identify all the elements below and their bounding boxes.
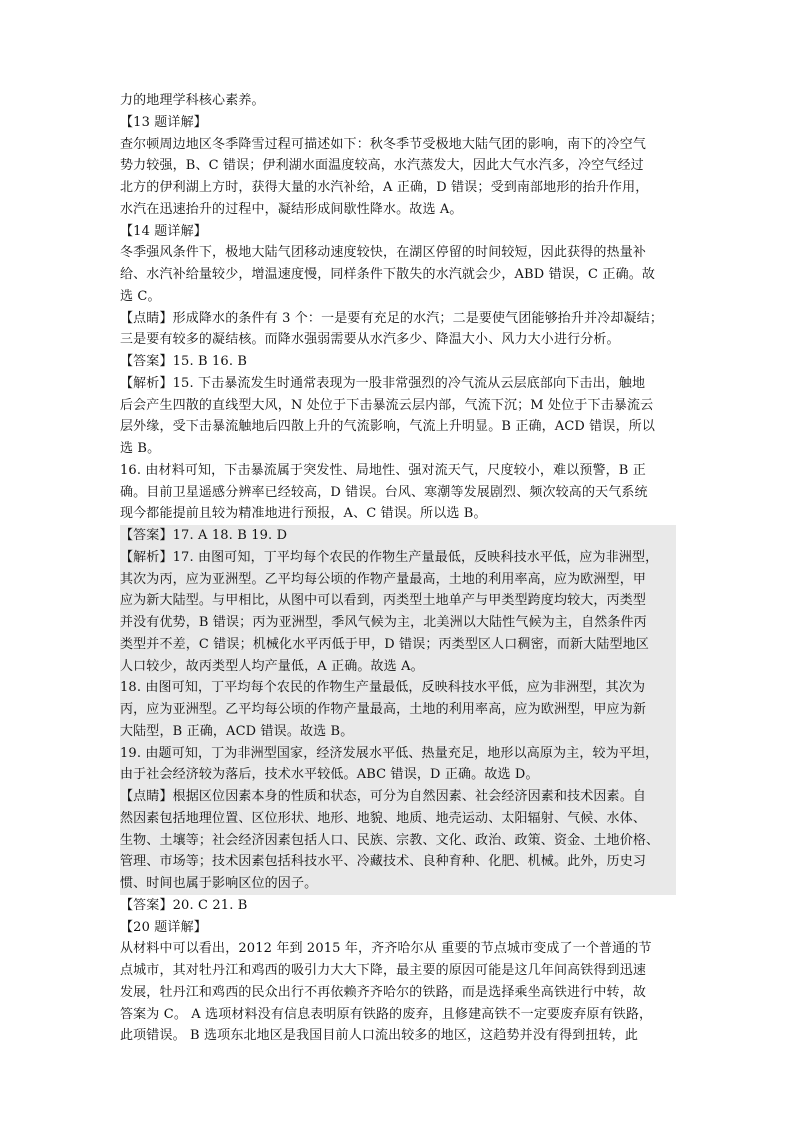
text-line: 从材料中可以看出，2012 年到 2015 年，齐齐哈尔从 重要的节点城市变成了一个普通的节 bbox=[120, 941, 652, 957]
text-line: 后会产生四散的直线型大风，N 处位于下击暴流云层内部，气流下沉；M 处位于下击暴流云 bbox=[120, 397, 654, 413]
text-line: 确。目前卫星遥感分辨率已经较高，D 错误。台风、寒潮等发展剧烈、频次较高的天气系统 bbox=[120, 484, 648, 500]
text-line: 惯、时间也属于影响区位的因子。 bbox=[120, 873, 676, 895]
text-line: 【解析】17. 由图可知，丁平均每个农民的作物生产量最低，反映科技水平低，应为非洲型， bbox=[120, 547, 676, 569]
text-line: 点城市，其对牡丹江和鸡西的吸引力大大下降，最主要的原因可能是这几年间高铁得到迅速 bbox=[120, 963, 647, 978]
text-line: 答案为 C。 A 选项材料没有信息表明原有铁路的废弃，且修建高铁不一定要废弃原有铁路， bbox=[120, 1006, 653, 1022]
text-line: 【13 题详解】 bbox=[120, 114, 207, 130]
text-line: 【答案】17. A 18. B 19. D bbox=[120, 525, 676, 547]
text-line: 现今都能提前且较为精准地进行预报，A、C 错误。所以选 B。 bbox=[120, 506, 487, 522]
text-line: 管理、市场等；技术因素包括科技水平、冷藏技术、良种育种、化肥、机械。此外，历史习 bbox=[120, 851, 676, 873]
text-line: 给、水汽补给量较少，增温速度慢，同样条件下散失的水汽就会少，ABD 错误，C 正确。故 bbox=[120, 267, 656, 282]
text-line: 其次为丙，应为亚洲型。乙平均每公顷的作物产量最高，土地的利用率高，应为欧洲型，甲 bbox=[120, 569, 676, 591]
text-line: 并没有优势，B 错误；丙为亚洲型，季风气候为主，北美洲以大陆性气候为主，自然条件丙 bbox=[120, 612, 676, 634]
text-line: 大陆型，B 正确，ACD 错误。故选 B。 bbox=[120, 721, 676, 743]
text-line: 选 B。 bbox=[120, 441, 161, 456]
text-line: 势力较强，B、C 错误；伊利湖水面温度较高，水汽蒸发大，因此大气水汽多，冷空气经过 bbox=[120, 158, 644, 174]
text-line: 水汽在迅速抬升的过程中，凝结形成间歇性降水。故选 A。 bbox=[120, 201, 463, 217]
text-line: 类型并不差，C 错误；机械化水平丙低于甲，D 错误；丙类型区人口稠密，而新大陆型地区 bbox=[120, 634, 676, 656]
text-line: 【答案】20. C 21. B bbox=[120, 897, 248, 913]
text-line: 18. 由图可知，丁平均每个农民的作物生产量最低，反映科技水平低，应为非洲型，其次为 bbox=[120, 677, 676, 699]
text-line: 此项错误。 B 选项东北地区是我国目前人口流出较多的地区，这趋势并没有得到扭转，此 bbox=[120, 1028, 638, 1044]
text-line: 【点睛】形成降水的条件有 3 个：一是要有充足的水汽；二是要使气团能够抬升并冷却凝结； bbox=[120, 310, 663, 326]
text-line: 选 C。 bbox=[120, 288, 161, 304]
text-line: 【解析】15. 下击暴流发生时通常表现为一股非常强烈的冷气流从云层底部向下击出，触地 bbox=[120, 375, 646, 391]
text-line: 应为新大陆型。与甲相比，从图中可以看到，丙类型土地单产与甲类型跨度均较大，丙类型 bbox=[120, 590, 676, 612]
text-line: 生物、土壤等；社会经济因素包括人口、民族、宗教、文化、政治、政策、资金、土地价格、 bbox=[120, 830, 676, 852]
text-line: 由于社会经济较为落后，技术水平较低。ABC 错误，D 正确。故选 D。 bbox=[120, 764, 676, 786]
text-line: 丙，应为亚洲型。乙平均每公顷的作物产量最高，土地的利用率高，应为欧洲型，甲应为新 bbox=[120, 699, 676, 721]
text-line: 【14 题详解】 bbox=[120, 223, 207, 239]
text-line: 【答案】15. B 16. B bbox=[120, 354, 248, 369]
text-line: 查尔顿周边地区冬季降雪过程可描述如下：秋冬季节受极地大陆气团的影响，南下的冷空气 bbox=[120, 136, 647, 152]
text-line: 冬季强风条件下，极地大陆气团移动速度较快，在湖区停留的时间较短，因此获得的热量补 bbox=[120, 245, 647, 261]
text-line: 然因素包括地理位置、区位形状、地形、地貌、地质、地壳运动、太阳辐射、气候、水体、 bbox=[120, 808, 676, 830]
text-line: 力的地理学科核心素养。 bbox=[120, 93, 265, 108]
text-line: 发展，牡丹江和鸡西的民众出行不再依赖齐齐哈尔的铁路，而是选择乘坐高铁进行中转，故 bbox=[120, 984, 647, 1000]
text-line: 【20 题详解】 bbox=[120, 919, 207, 935]
text-line: 三是要有较多的凝结核。而降水强弱需要从水汽多少、降温大小、风力大小进行分析。 bbox=[120, 332, 620, 348]
text-line: 16. 由材料可知，下击暴流属于突发性、局地性、强对流天气，尺度较小，难以预警，B 正 bbox=[120, 462, 646, 478]
document-page bbox=[120, 90, 676, 1047]
text-line: 人口较少，故丙类型人均产量低，A 正确。故选 A。 bbox=[120, 656, 676, 678]
text-line: 19. 由题可知，丁为非洲型国家，经济发展水平低、热量充足，地形以高原为主，较为平坦， bbox=[120, 743, 676, 765]
text-line: 北方的伊利湖上方时，获得大量的水汽补给，A 正确，D 错误；受到南部地形的抬升作用， bbox=[120, 180, 649, 195]
text-line: 层外缘，受下击暴流触地后四散上升的气流影响，气流上升明显。B 正确，ACD 错误，所以 bbox=[120, 419, 656, 435]
text-line: 【点睛】根据区位因素本身的性质和状态，可分为自然因素、社会经济因素和技术因素。自 bbox=[120, 786, 676, 808]
